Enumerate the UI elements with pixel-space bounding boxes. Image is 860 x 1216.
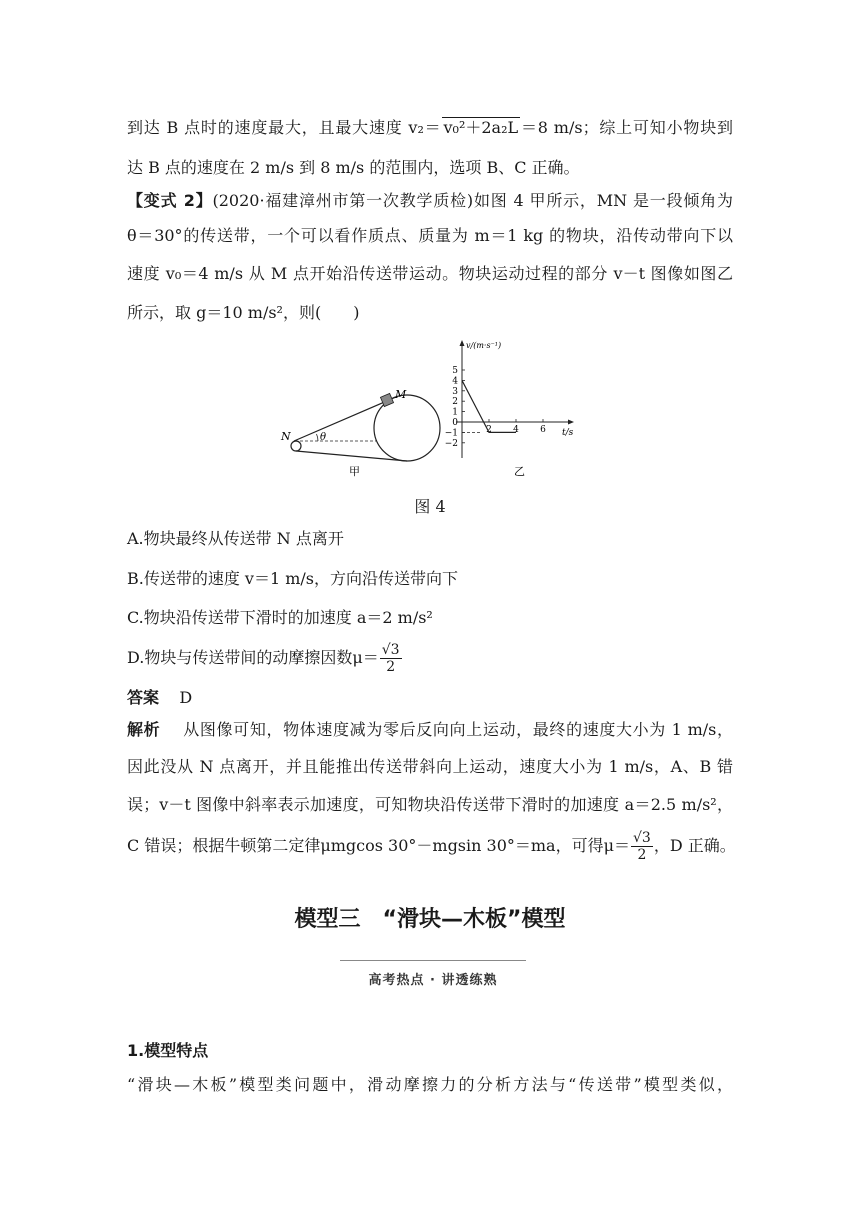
label-theta: θ [320,432,327,443]
text-span: ，D 正确。 [653,836,736,855]
paragraph-line [127,117,733,138]
block [380,393,393,406]
caption-yi: 乙 [514,465,525,478]
section-title: 模型三 “滑块—木板”模型 [294,907,566,932]
analysis-line: 误；v－t 图像中斜率表示加速度，可知物块沿传送带下滑时的加速度 a＝2.5 m/s²， [127,795,733,814]
analysis-line [127,720,733,740]
figure-4 [280,336,600,486]
paragraph-line: 达 B 点的速度在 2 m/s 到 8 m/s 的范围内，选项 B、C 正确。 [127,158,580,177]
section-banner [340,960,526,991]
y-tick-label: 5 [452,366,458,376]
belt-top [294,397,396,441]
vt-graph [445,340,574,478]
text-span: 到达 B 点时的速度最大，且最大速度 v₂＝ [127,118,442,137]
fraction-numerator: √3 [381,642,400,658]
label-n: N [281,430,291,443]
analysis-label: 解析 [127,720,161,739]
model-line: “滑块—木板”模型类问题中，滑动摩擦力的分析方法与“传送带”模型类似， [127,1075,733,1094]
label-m: M [395,388,407,401]
fraction [631,830,653,863]
y-tick-label: −2 [444,438,458,449]
variant-line: θ＝30°的传送带，一个可以看作质点、质量为 m＝1 kg 的物块，沿传动带向下以 [127,226,733,245]
answer-label: 答案 [127,688,160,707]
model-heading: 1.模型特点 [127,1041,209,1060]
option-b: B.传送带的速度 v＝1 m/s，方向沿传送带向下 [127,569,459,588]
y-axis-label: v/(m·s⁻¹) [466,341,502,350]
answer-value: D [179,688,193,707]
y-tick-label: 0 [452,418,458,428]
text-span: D.物块与传送带间的动摩擦因数μ＝ [127,648,379,667]
variant-line: 所示，取 g＝10 m/s²，则( ) [127,303,360,322]
text-span: 从图像可知，物体速度减为零后反向向上运动，最终的速度大小为 1 m/s， [183,720,733,739]
option-d [127,638,403,678]
y-tick-label: 2 [452,397,458,408]
fraction-numerator: √3 [633,830,651,846]
pulley-small [291,441,301,451]
analysis-line: 因此没从 N 点离开，并且能推出传送带斜向上运动，速度大小为 1 m/s，A、B 错 [127,757,733,776]
variant-line [127,191,733,211]
section-banner-text: 高考热点 · 讲透练熟 [368,973,498,988]
x-tick-label: 4 [513,425,519,435]
y-tick-label: −1 [444,428,458,439]
sqrt-expression: v₀²＋2a₂L [443,118,519,137]
x-axis-arrow [568,420,574,425]
analysis-line [127,826,736,866]
variant-label: 【变式 2】 [127,191,213,210]
y-tick-label: 4 [452,376,458,387]
y-tick-label: 3 [452,386,458,397]
caption-jia: 甲 [349,465,360,478]
option-c: C.物块沿传送带下滑时的加速度 a＝2 m/s² [127,608,433,627]
fraction [380,642,402,675]
variant-line: 速度 v₀＝4 m/s 从 M 点开始沿传送带运动。物块运动过程的部分 v－t 图像如图乙 [127,264,733,283]
x-tick-label: 6 [540,425,546,435]
y-axis-arrow [460,340,465,346]
conveyor-diagram [280,388,440,478]
answer-line [127,688,192,708]
option-a: A.物块最终从传送带 N 点离开 [127,529,344,548]
y-tick-label: 1 [452,407,458,418]
x-tick-label: 2 [486,425,492,435]
text-span: ＝8 m/s；综上可知小物块到 [520,118,733,137]
fraction-denominator: 2 [386,659,396,675]
text-span: (2020·福建漳州市第一次教学质检)如图 4 甲所示，MN 是一段倾角为 [212,191,733,210]
angle-arc [317,434,319,441]
text-span: C 错误；根据牛顿第二定律μmgcos 30°－mgsin 30°＝ma，可得μ＝ [127,836,630,855]
figure-caption: 图 4 [414,497,446,516]
x-axis-label: t/s [562,428,574,438]
fraction-denominator: 2 [637,847,647,863]
